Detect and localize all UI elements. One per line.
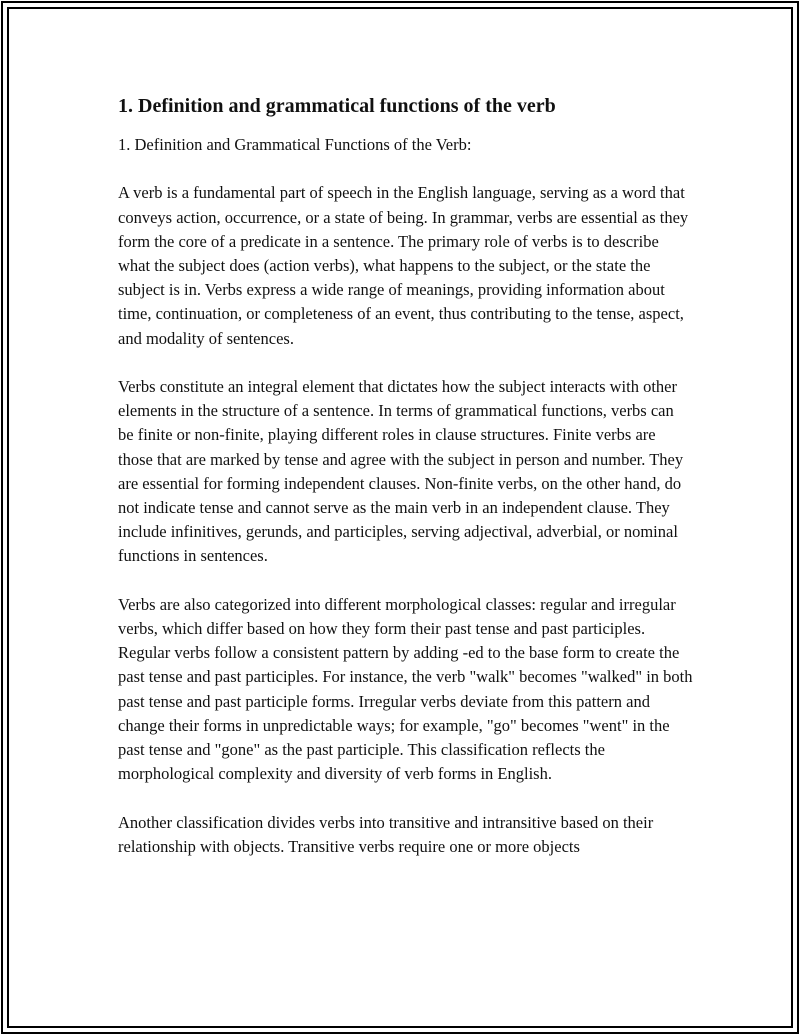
paragraph-transitive-intransitive: Another classification divides verbs into transitive and intransitive based on their relationship with objects. Transitive verbs require one or more objects — [118, 812, 654, 856]
paragraph-regular-irregular: Verbs are also categorized into different morphological classes: regular and irregular verbs, which differ based on how they form their past tense and past participles. Regular verbs follow a consistent pattern by adding -ed to the base form to create the past tense and past participles. For instance, the verb "walk" becomes "walked" in both past tense and past participle forms. Irregular verbs deviate from this pattern and change their forms in unpredictable ways; for example, "go" becomes "went" in the past tense and "gone" as the past participle. This classification reflects the morphological complexity and diversity of verb forms in English. — [118, 594, 693, 784]
paragraph-finite-nonfinite: Verbs constitute an integral element that dictates how the subject interacts with other elements in the structure of a sentence. In terms of grammatical functions, verbs can be finite or non-finite, playing different roles in clause structures. Finite verbs are those that are marked by tense and agree with the subject in person and number. They are essential for forming independent clauses. Non-finite verbs, on the other hand, do not indicate tense and cannot serve as the main verb in an independent clause. They include infinitives, gerunds, and participles, serving adjectival, adverbial, or nominal functions in sentences. — [118, 377, 684, 566]
document-body — [118, 93, 693, 859]
document-heading: 1. Definition and grammatical functions of the verb — [118, 95, 556, 117]
section-subheading: 1. Definition and Grammatical Functions of the Verb: — [118, 135, 472, 154]
paragraph-verb-definition: A verb is a fundamental part of speech in the English language, serving as a word that conveys action, occurrence, or a state of being. In grammar, verbs are essential as they form the core of a predicate in a sentence. The primary role of verbs is to describe what the subject does (action verbs), what happens to the subject, or the state the subject is in. Verbs express a wide range of meanings, providing information about time, continuation, or completeness of an event, thus contributing to the tense, aspect, and modality of sentences. — [118, 183, 689, 348]
